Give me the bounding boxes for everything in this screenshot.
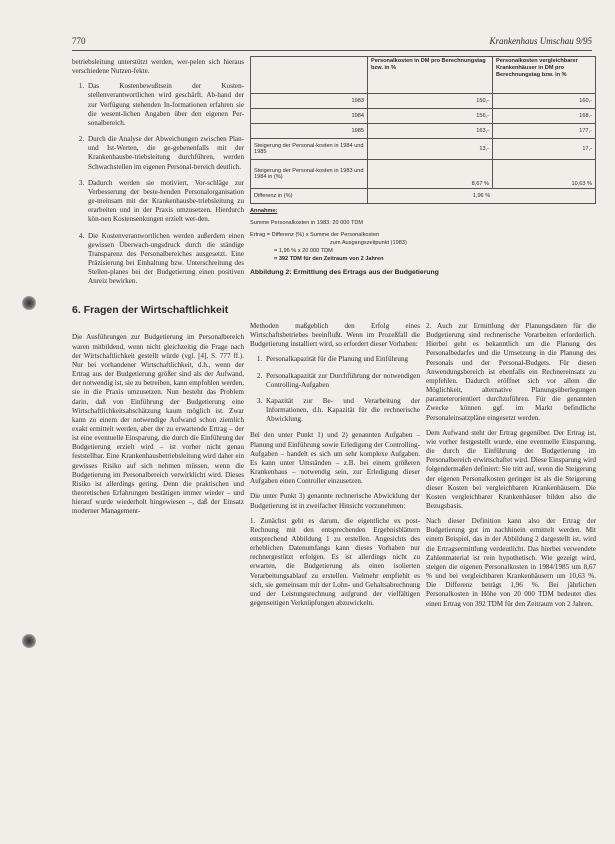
comparable-cost-cell: 17,- [493, 139, 596, 160]
ertrag-line: Ertrag = Differenz (%) x Summe der Personalkosten [250, 232, 380, 238]
figure-caption: Abbildung 2: Ermittlung des Ertrags aus der Budgetierung [250, 269, 439, 276]
header-rule [72, 50, 592, 51]
ertrag-line: = 1,96 % x 20 000 TDM [274, 248, 333, 254]
row-label: 1983 [251, 94, 368, 109]
table-header-row [251, 57, 596, 94]
body-paragraph: 2. Auch zur Ermittlung der Planungsdaten für die Budgetierung sind rechnerische Vorarbeiten erforderlich. Hierbei geht es bekanntlich um die Planung des Personalbedarfes und die Umsetzung in die Planung des Personals und der Personal-Budgets. Für diesen Anwendungsbereich ist ebenfalls ein Rechnereinsatz zu empfehlen. Dadurch eröffnet sich vor allem die Möglichkeit, alternative Planungsüberlegungen parameterorientiert durchzuführen. Für die genannten Zwecke können ggf. im Markt befindliche Personaleinsatzpläne eingesetzt werden. [426, 322, 596, 422]
list-item: 4. Die Kostenverantwortlichen werden außerdem einen gewissen Überwach-ungsdruck durch die ständige Transparenz des Personalbereiches ausgesetzt. Eine Präzisierung bei Einhaltung bzw. Unterschreitung des Stellen-planes bei der Budgetierung einen positiven Anreiz bewirken. [86, 232, 244, 287]
row-label: Steigerung der Personal-kosten in 1984 und 1985 [251, 139, 368, 160]
list-item: 2. Durch die Analyse der Abweichungen zwischen Plan- und Ist-Werten, die ge-gebenenfalls mit der Krankenhausbe-triebsleitung durchführen, werden Schwachstellen im eigenen Personal-bereich deutlich. [86, 135, 244, 172]
benefit-list [72, 82, 244, 286]
page-number: 770 [72, 36, 86, 46]
intro-paragraph: betriebsleitung unterstützt werden, wer-pelen sich hieraus verschiedene Nutzen-fekte. [72, 58, 244, 76]
body-paragraph: Dem Aufwand steht der Ertrag gegenüber. Der Ertrag ist, wie vorher festgestellt wurde, eine eventuelle Einsparung, die durch die Einführung der Budgetierung im Personalbereich erwirtschaftet wird. Diese Einsparung wird folgendermaßen definiert: Sie tritt auf, wenn die Steigerung der eigenen Personalkosten geringer ist als die Steigerung dieser Kosten bei vergleichbaren Krankenhäusern. Die Kosten vergleichbarer Krankenhäuser bilden also die Bezugsbasis. [426, 428, 596, 510]
comparable-cost-cell: 177,- [493, 124, 596, 139]
left-column [72, 58, 244, 523]
table-row [251, 94, 596, 109]
body-paragraph: Die unter Punkt 3) genannte rechnerische Abwicklung der Budgetierung ist in zweifacher Hinsicht vorzunehmen: [250, 492, 420, 510]
right-column [426, 322, 596, 615]
difference-cell: 1,96 % [368, 189, 596, 204]
punch-hole-top [22, 296, 36, 310]
annahme-label: Annahme: [250, 208, 278, 214]
own-cost-cell: 150,- [368, 94, 493, 109]
figure-2 [250, 56, 596, 276]
table-header-cell [251, 57, 368, 94]
table-row [251, 109, 596, 124]
comparable-cost-cell: 160,- [493, 94, 596, 109]
own-cost-cell: 156,- [368, 109, 493, 124]
middle-column [250, 322, 420, 614]
body-paragraph: Methoden maßgeblich den Erfolg eines Wirtschaftsbetriebes beeinflußt. Wenn im Prozeßfall die Budgetierung installiert wird, so erfordert dieser Vorhaben: [250, 322, 420, 349]
own-cost-cell: 8,67 % [368, 160, 493, 189]
list-item: 1. Personalkapazität für die Planung und Einführung [264, 355, 420, 364]
own-cost-cell: 163,- [368, 124, 493, 139]
table-row [251, 124, 596, 139]
row-label: 1985 [251, 124, 368, 139]
journal-title: Krankenhaus Umschau 9/95 [489, 36, 592, 46]
ertrag-line: = 392 TDM für den Zeitraum von 2 Jahren [274, 256, 384, 262]
punch-hole-bottom [22, 634, 36, 648]
body-paragraph: Die Ausführungen zur Budgetierung im Personalbereich waren mitbildend, wenn nicht gleichzeitig die Frage nach der Wirtschaftlichkeit gestellt würde (vgl. [4], S. 777 ff.). Nur bei vorhandener Wirtschaftlichkeit, d.h., wenn der Ertrag aus der Budgetierung größer sind als der Aufwand, der notwendig ist, sie zu betreiben, kann empfohlen werden, sie in die Praxis umzusetzen. Nun besteht das Problem darin, daß von Einführung der Budgetierung eine Wirtschaftlichkeitsabschätzung kaum möglich ist. Zwar kann zu einem der notwendige Aufwand schon ziemlich exakt ermittelt werden, aber der zu erwartende Ertrag – der ist eine eventuelle Einsparung, die durch die Einführung der Budgetierung erzielt wird – ist vorher nicht genau feststellbar. Eine Krankenhausbetriebsleitung wird daher ein gewisses Risiko auf sich nehmen müssen, wenn die Budgetierung im Personalbereich verwirklicht wird. Dieses Risiko ist allerdings gering. Denn die praktischen und theoretischen Erfahrungen bestätigen immer wieder – und hierauf wurde wiederholt hingewiesen –, daß der Einsatz moderner Management- [72, 333, 244, 516]
table-header-cell: Personalkosten vergleichbarer Krankenhäuser in DM pro Berechnungstag bzw. in % [493, 57, 596, 94]
own-cost-cell: 13,- [368, 139, 493, 160]
list-item: 2. Personalkapazität zur Durchführung der notwendigen Controlling-Aufgaben [264, 372, 420, 390]
table-row [251, 160, 596, 189]
comparable-cost-cell: 168,- [493, 109, 596, 124]
body-paragraph: 1. Zunächst geht es darum, die eigentliche ex post-Rechnung mit den entsprechenden Ergebnisblättern entsprechend Abbildung 1 zu erstellen. Angesichts des erheblichen Datenumfangs kann dieses Vorhaben nur rechnergestützt erfolgen. Es ist allerdings nicht zu erwarten, die Budgetierung als einen isolierten Verarbeitungsablauf zu erstellen. Vielmehr empfiehlt es sich, sie gemeinsam mit der Lohn- und Gehaltsabrechnung und der Leistungsrechnung aufgrund der vielfältigen gegenseitigen Verknüpfungen abzuwickeln. [250, 516, 420, 608]
body-paragraph: Bei den unter Punkt 1) und 2) genannten Aufgaben – Planung und Einführung sowie Erledigung der Controlling-Aufgaben – handelt es sich um sehr komplexe Aufgaben. Es kann unter Umständen – z.B. bei einem größeren Krankenhaus – notwendig sein, zur Erledigung dieser Aufgaben einen Controller einzusetzen. [250, 431, 420, 486]
annahme-text: Summe Personalkosten in 1983: 20 000 TDM [250, 220, 364, 226]
list-item: 1. Das Kostenbewußtsein der Kosten-stellenverantwortlichen wird geschärft. Ab-hand der zur Verfügung stehenden In-formationen erfahren sie die wesent-lichen Angaben über den eigenen Per-sonalbereich. [86, 82, 244, 128]
table-row [251, 139, 596, 160]
table-row [251, 189, 596, 204]
row-label: Differenz in (%) [251, 189, 368, 204]
cost-table [250, 56, 596, 204]
table-header-cell: Personalkosten in DM pro Berechnungstag bzw. in % [368, 57, 493, 94]
figure-annotation [250, 207, 596, 263]
ertrag-line: zum Ausgangszeitpunkt (1983) [330, 240, 407, 246]
row-label: Steigerung der Personal-kosten in 1983 und 1984 in (%) [251, 160, 368, 189]
list-item: 3. Dadurch werden sie motiviert, Vor-schläge zur Verbesserung der beste-henden Personalorganisation ge-meinsam mit der Krankenhausbe-triebsleitung zu erarbeiten und in der Praxis umzusetzen. Hierdurch kön-nen Kostensenkungen erzielt wer-den. [86, 179, 244, 225]
section-heading: 6. Fragen der Wirtschaftlichkeit [72, 304, 229, 317]
row-label: 1984 [251, 109, 368, 124]
body-paragraph: Nach dieser Definition kann also der Ertrag der Budgetierung gut im nachhinein ermittelt werden. Mit einem Beispiel, das in der Abbildung 2 dargestellt ist, wird die Ertragsermittlung verdeutlicht. Das hierbei verwendete Zahlenmaterial ist rein hypothetisch. Wie gezeigt wird, steigen die eigenen Personalkosten in 1984/1985 um 8,67 % und bei vergleichbaren Krankenhäusern um 10,63 %. Die Differenz beträgt 1,96 %. Bei jährlichen Personalkosten in Höhe von 20 000 TDM bedeutet dies einen Ertrag von 392 TDM für den Zeitraum von 2 Jahren. [426, 517, 596, 608]
requirement-list [250, 355, 420, 424]
comparable-cost-cell: 10,63 % [493, 160, 596, 189]
list-item: 3. Kapazität zur Be- und Verarbeitung der Informationen, d.h. Kapazität für die rechnerische Abwicklung. [264, 397, 420, 424]
